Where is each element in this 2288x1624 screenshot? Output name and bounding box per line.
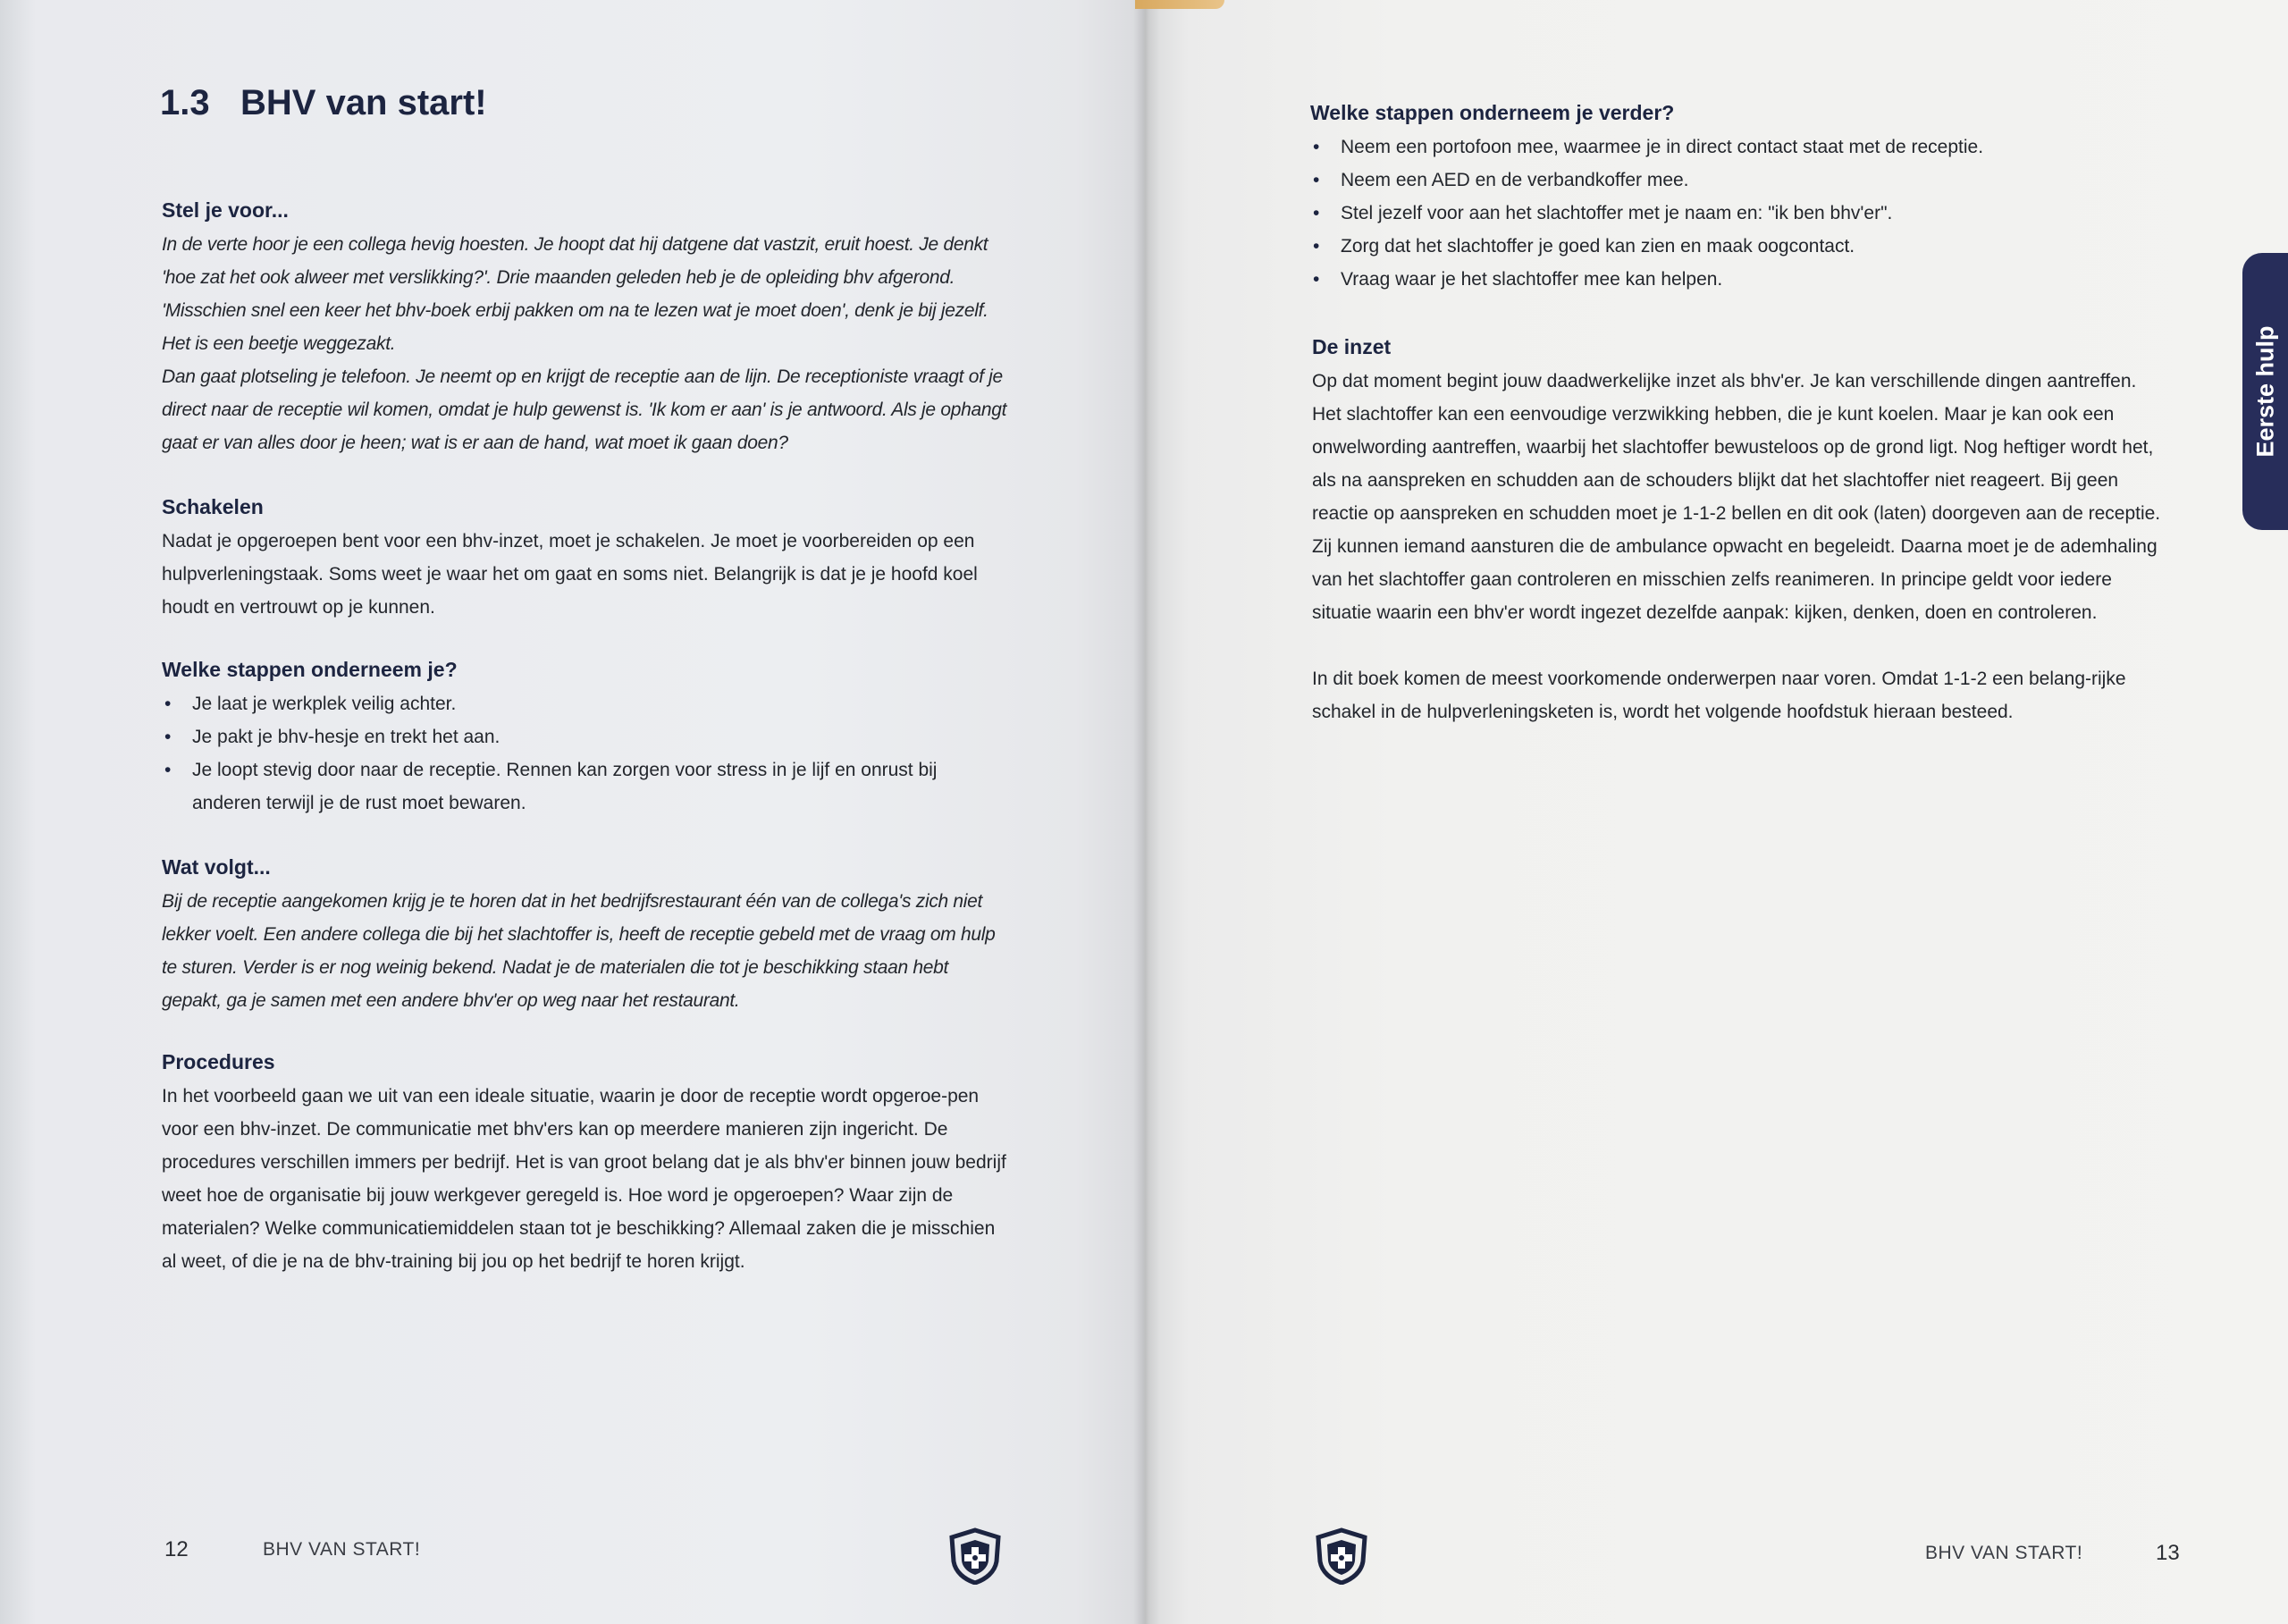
section-paragraph: In het voorbeeld gaan we uit van een ideale situatie, waarin je door de receptie wordt opgeroe-pen voor een bhv-inzet. De communicatie met bhv'ers kan op meerdere manieren zijn ingericht. De procedures verschillen immers per bedrijf. Het is van groot belang dat je als bhv'er binnen jouw bedrijf weet hoe de organisatie bij jouw werkgever geregeld is. Hoe word je opgeroepen? Waar zijn de materialen? Welke communicatiemiddelen staan tot je beschikking? Allemaal zaken die je misschien al weet, of die je na de bhv-training bij jou op het bedrijf te horen krijgt. <box>162 1086 1006 1272</box>
side-tab-label: Eerste hulp <box>2251 325 2278 458</box>
list-item: • Neem een AED en de verbandkoffer mee. <box>1310 164 2159 197</box>
section-de-inzet <box>1312 335 2161 728</box>
page-number: 13 <box>2156 1541 2180 1565</box>
running-title: BHV VAN START! <box>1925 1543 2083 1563</box>
chapter-side-tab <box>2242 253 2288 530</box>
section-wat-volgt <box>162 855 1011 1017</box>
section-heading: Welke stappen onderneem je? <box>162 658 458 681</box>
section-paragraph: Dan gaat plotseling je telefoon. Je neemt op en krijgt de receptie aan de lijn. De receptioniste vraagt of je direct naar de receptie wil komen, omdat je hulp gewenst is. 'Ik kom er aan' is je antwoord. Als je ophangt gaat er van alles door je heen; wat is er aan de hand, wat moet ik gaan doen? <box>162 366 1007 453</box>
list-item: • Je loopt stevig door naar de receptie. Rennen kan zorgen voor stress in je lijf en onrust bij anderen terwijl je de rust moet bewaren. <box>162 753 1011 820</box>
book-spine-edge <box>1135 0 1224 9</box>
section-paragraph: Nadat je opgeroepen bent voor een bhv-inzet, moet je schakelen. Je moet je voorbereiden op een hulpverleningstaak. Soms weet je waar het om gaat en soms niet. Belangrijk is dat je je hoofd koel houdt en vertrouwt op je kunnen. <box>162 531 978 618</box>
section-stel-je-voor <box>162 198 1011 459</box>
list-item: • Vraag waar je het slachtoffer mee kan helpen. <box>1310 263 2159 296</box>
section-heading: Wat volgt... <box>162 855 271 879</box>
bhv-shield-logo-icon <box>947 1527 1003 1585</box>
section-paragraph: Op dat moment begint jouw daadwerkelijke inzet als bhv'er. Je kan verschillende dingen aantreffen. Het slachtoffer kan een eenvoudige verzwikking hebben, die je kunt koelen. Maar je kan ook een onwelwording aantreffen, waarbij het slachtoffer bewusteloos op de grond ligt. Nog heftiger wordt het, als na aanspreken en schudden aan de schouders blijkt dat het slachtoffer niet reageert. Bij geen reactie op aanspreken en schudden moet je 1-1-2 bellen en dit ook (laten) doorgeven aan de receptie. Zij kunnen iemand aansturen die de ambulance opwacht en begeleidt. Daarna moet je de ademhaling van het slachtoffer gaan controleren en misschien zelfs reanimeren. In principe geldt voor iedere situatie waarin een bhv'er wordt ingezet dezelfde aanpak: kijken, denken, doen en controleren. <box>1312 371 2161 623</box>
chapter-title <box>160 83 487 123</box>
chapter-number: 1.3 <box>160 83 210 122</box>
section-paragraph: In dit boek komen de meest voorkomende onderwerpen naar voren. Omdat 1-1-2 een belang-rijke schakel in de hulpverleningsketen is, wordt het volgende hoofdstuk hieraan besteed. <box>1312 669 2126 722</box>
bhv-shield-logo-icon <box>1314 1527 1369 1585</box>
section-paragraph: Bij de receptie aangekomen krijg je te horen dat in het bedrijfsrestaurant één van de collega's zich niet lekker voelt. Een andere collega die bij het slachtoffer is, heeft de receptie gebeld met de vraag om hulp te sturen. Verder is er nog weinig bekend. Nadat je de materialen die tot je beschikking staan hebt gepakt, ga je samen met een andere bhv'er op weg naar het restaurant. <box>162 891 996 1011</box>
book-gutter <box>1133 0 1160 1624</box>
section-procedures <box>162 1050 1011 1278</box>
list-item: • Stel jezelf voor aan het slachtoffer met je naam en: "ik ben bhv'er". <box>1310 197 2159 230</box>
list-item: • Neem een portofoon mee, waarmee je in direct contact staat met de receptie. <box>1310 130 2159 164</box>
right-page <box>1144 0 2288 1624</box>
chapter-title-text: BHV van start! <box>240 83 487 122</box>
section-heading: Stel je voor... <box>162 198 289 222</box>
running-title: BHV VAN START! <box>263 1539 421 1560</box>
section-heading: Schakelen <box>162 495 264 518</box>
section-heading: Welke stappen onderneem je verder? <box>1310 101 1675 124</box>
bullet-list <box>1310 130 2159 296</box>
section-welke-stappen <box>162 658 1011 820</box>
list-item: • Zorg dat het slachtoffer je goed kan zien en maak oogcontact. <box>1310 230 2159 263</box>
list-item: • Je laat je werkplek veilig achter. <box>162 687 1011 720</box>
section-heading: De inzet <box>1312 335 1392 358</box>
section-paragraph: In de verte hoor je een collega hevig hoesten. Je hoopt dat hij datgene dat vastzit, eruit hoest. Je denkt 'hoe zat het ook alweer met verslikking?'. Drie maanden geleden heb je de opleiding bhv afgerond. 'Misschien snel een keer het bhv-boek erbij pakken om na te lezen wat je moet doen', denk je bij jezelf. Het is een beetje weggezakt. <box>162 234 988 354</box>
section-schakelen <box>162 495 1011 624</box>
section-welke-stappen-verder <box>1310 101 2159 296</box>
list-item: • Je pakt je bhv-hesje en trekt het aan. <box>162 720 1011 753</box>
section-heading: Procedures <box>162 1050 275 1073</box>
page-number: 12 <box>164 1537 189 1561</box>
bullet-list <box>162 687 1011 820</box>
